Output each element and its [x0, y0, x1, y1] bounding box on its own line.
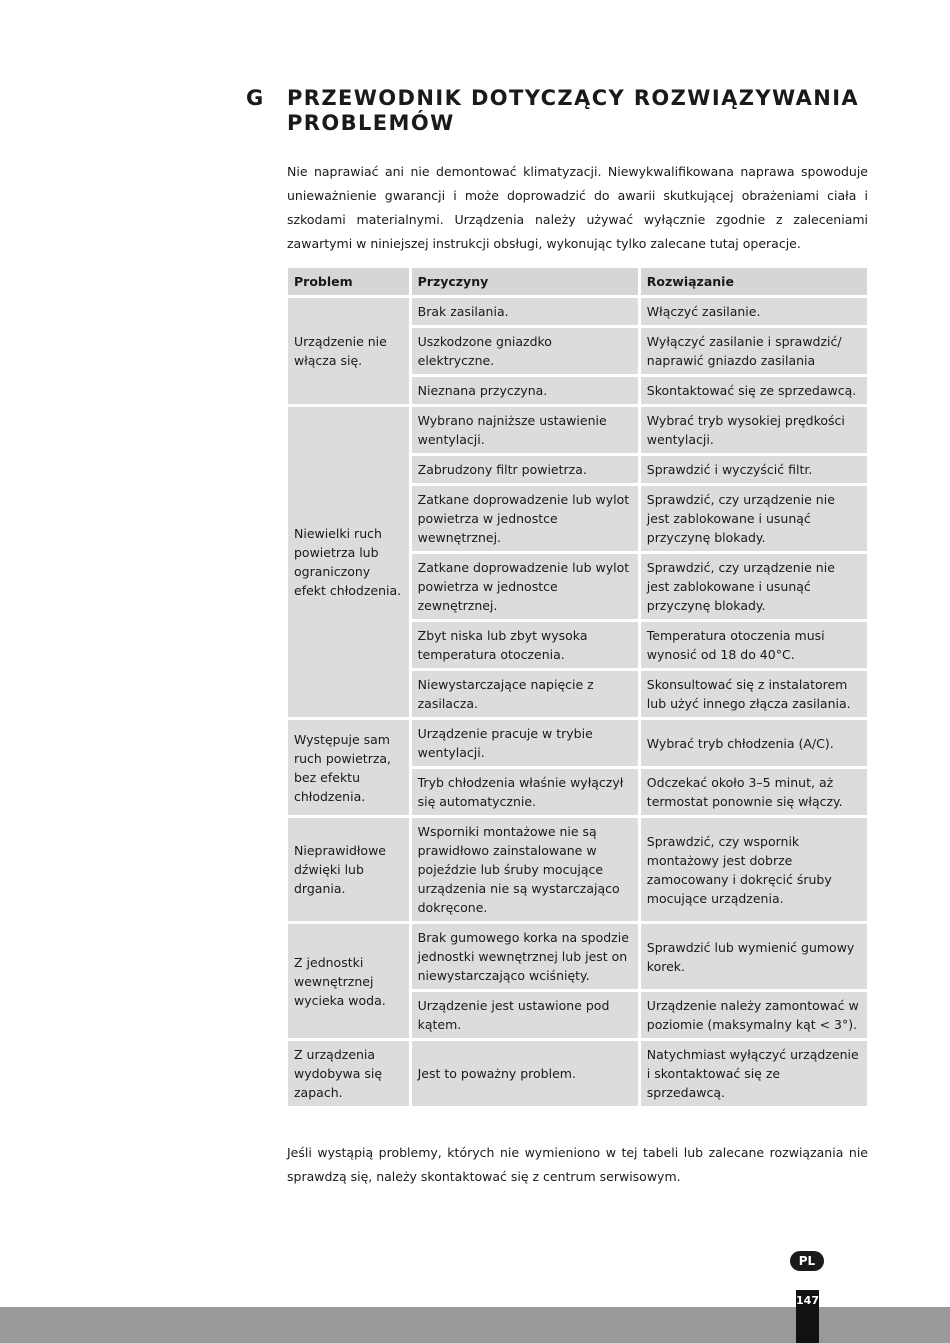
cause-cell: Zatkane doprowadzenie lub wylot powietrza w jednostce zewnętrznej.: [412, 554, 638, 619]
cause-cell: Brak zasilania.: [412, 298, 638, 325]
problem-cell: Z jednostki wewnętrznej wycieka woda.: [288, 924, 409, 1038]
header-solution: Rozwiązanie: [641, 268, 867, 295]
solution-cell: Wyłączyć zasilanie i sprawdzić/ naprawić gniazdo zasilania: [641, 328, 867, 374]
problem-cell: Nieprawidłowe dźwięki lub drgania.: [288, 818, 409, 921]
header-causes: Przyczyny: [412, 268, 638, 295]
solution-cell: Sprawdzić lub wymienić gumowy korek.: [641, 924, 867, 989]
solution-cell: Odczekać około 3–5 minut, aż termostat ponownie się włączy.: [641, 769, 867, 815]
table-row: [288, 924, 867, 989]
page-title: PRZEWODNIK DOTYCZĄCY ROZWIĄZYWANIA PROBLEMÓW: [287, 86, 860, 135]
cause-cell: Wybrano najniższe ustawienie wentylacji.: [412, 407, 638, 453]
solution-cell: Temperatura otoczenia musi wynosić od 18 do 40°C.: [641, 622, 867, 668]
problem-cell: Z urządzenia wydobywa się zapach.: [288, 1041, 409, 1106]
table-row: [288, 298, 867, 325]
problem-cell: Występuje sam ruch powietrza, bez efektu chłodzenia.: [288, 720, 409, 815]
cause-cell: Zatkane doprowadzenie lub wylot powietrza w jednostce wewnętrznej.: [412, 486, 638, 551]
cause-cell: Jest to poważny problem.: [412, 1041, 638, 1106]
solution-cell: Włączyć zasilanie.: [641, 298, 867, 325]
table-row: [288, 720, 867, 766]
solution-cell: Skonsultować się z instalatorem lub użyć innego złącza zasilania.: [641, 671, 867, 717]
cause-cell: Uszkodzone gniazdko elektryczne.: [412, 328, 638, 374]
solution-cell: Sprawdzić, czy wspornik montażowy jest dobrze zamocowany i dokręcić śruby mocujące urządzenia.: [641, 818, 867, 921]
solution-cell: Sprawdzić, czy urządzenie nie jest zablokowane i usunąć przyczynę blokady.: [641, 554, 867, 619]
solution-cell: Natychmiast wyłączyć urządzenie i skontaktować się ze sprzedawcą.: [641, 1041, 867, 1106]
troubleshooting-table: [285, 265, 870, 1109]
cause-cell: Urządzenie jest ustawione pod kątem.: [412, 992, 638, 1038]
table-header-row: [288, 268, 867, 295]
solution-cell: Urządzenie należy zamontować w poziomie (maksymalny kąt < 3°).: [641, 992, 867, 1038]
cause-cell: Brak gumowego korka na spodzie jednostki wewnętrznej lub jest on niewystarczająco wciśnięty.: [412, 924, 638, 989]
problem-cell: Urządzenie nie włącza się.: [288, 298, 409, 404]
solution-cell: Sprawdzić, czy urządzenie nie jest zablokowane i usunąć przyczynę blokady.: [641, 486, 867, 551]
language-badge: PL: [790, 1251, 824, 1271]
solution-cell: Skontaktować się ze sprzedawcą.: [641, 377, 867, 404]
cause-cell: Urządzenie pracuje w trybie wentylacji.: [412, 720, 638, 766]
cause-cell: Nieznana przyczyna.: [412, 377, 638, 404]
header-problem: Problem: [288, 268, 409, 295]
cause-cell: Wsporniki montażowe nie są prawidłowo zainstalowane w pojeździe lub śruby mocujące urządzenia nie są wystarczająco dokręcone.: [412, 818, 638, 921]
footer-note: Jeśli wystąpią problemy, których nie wymieniono w tej tabeli lub zalecane rozwiązania nie sprawdzą się, należy skontaktować się z centrum serwisowym.: [287, 1145, 868, 1184]
solution-cell: Wybrać tryb wysokiej prędkości wentylacji.: [641, 407, 867, 453]
cause-cell: Zbyt niska lub zbyt wysoka temperatura otoczenia.: [412, 622, 638, 668]
section-letter: G: [246, 86, 265, 110]
problem-cell: Niewielki ruch powietrza lub ograniczony efekt chłodzenia.: [288, 407, 409, 717]
table-row: [288, 818, 867, 921]
intro-paragraph: Nie naprawiać ani nie demontować klimatyzacji. Niewykwalifikowana naprawa spowoduje unieważnienie gwarancji i może doprowadzić do awarii skutkującej obrażeniami ciała i szkodami materialnymi. Urządzenia należy używać wyłącznie zgodnie z zaleceniami zawartymi w niniejszej instrukcji obsługi, wykonując tylko zalecane tutaj operacje.: [287, 164, 868, 251]
table-row: [288, 1041, 867, 1106]
table-body: [288, 298, 867, 1106]
page-number: 147: [796, 1290, 819, 1343]
cause-cell: Tryb chłodzenia właśnie wyłączył się automatycznie.: [412, 769, 638, 815]
table-row: [288, 407, 867, 453]
cause-cell: Niewystarczające napięcie z zasilacza.: [412, 671, 638, 717]
solution-cell: Wybrać tryb chłodzenia (A/C).: [641, 720, 867, 766]
cause-cell: Zabrudzony filtr powietrza.: [412, 456, 638, 483]
solution-cell: Sprawdzić i wyczyścić filtr.: [641, 456, 867, 483]
